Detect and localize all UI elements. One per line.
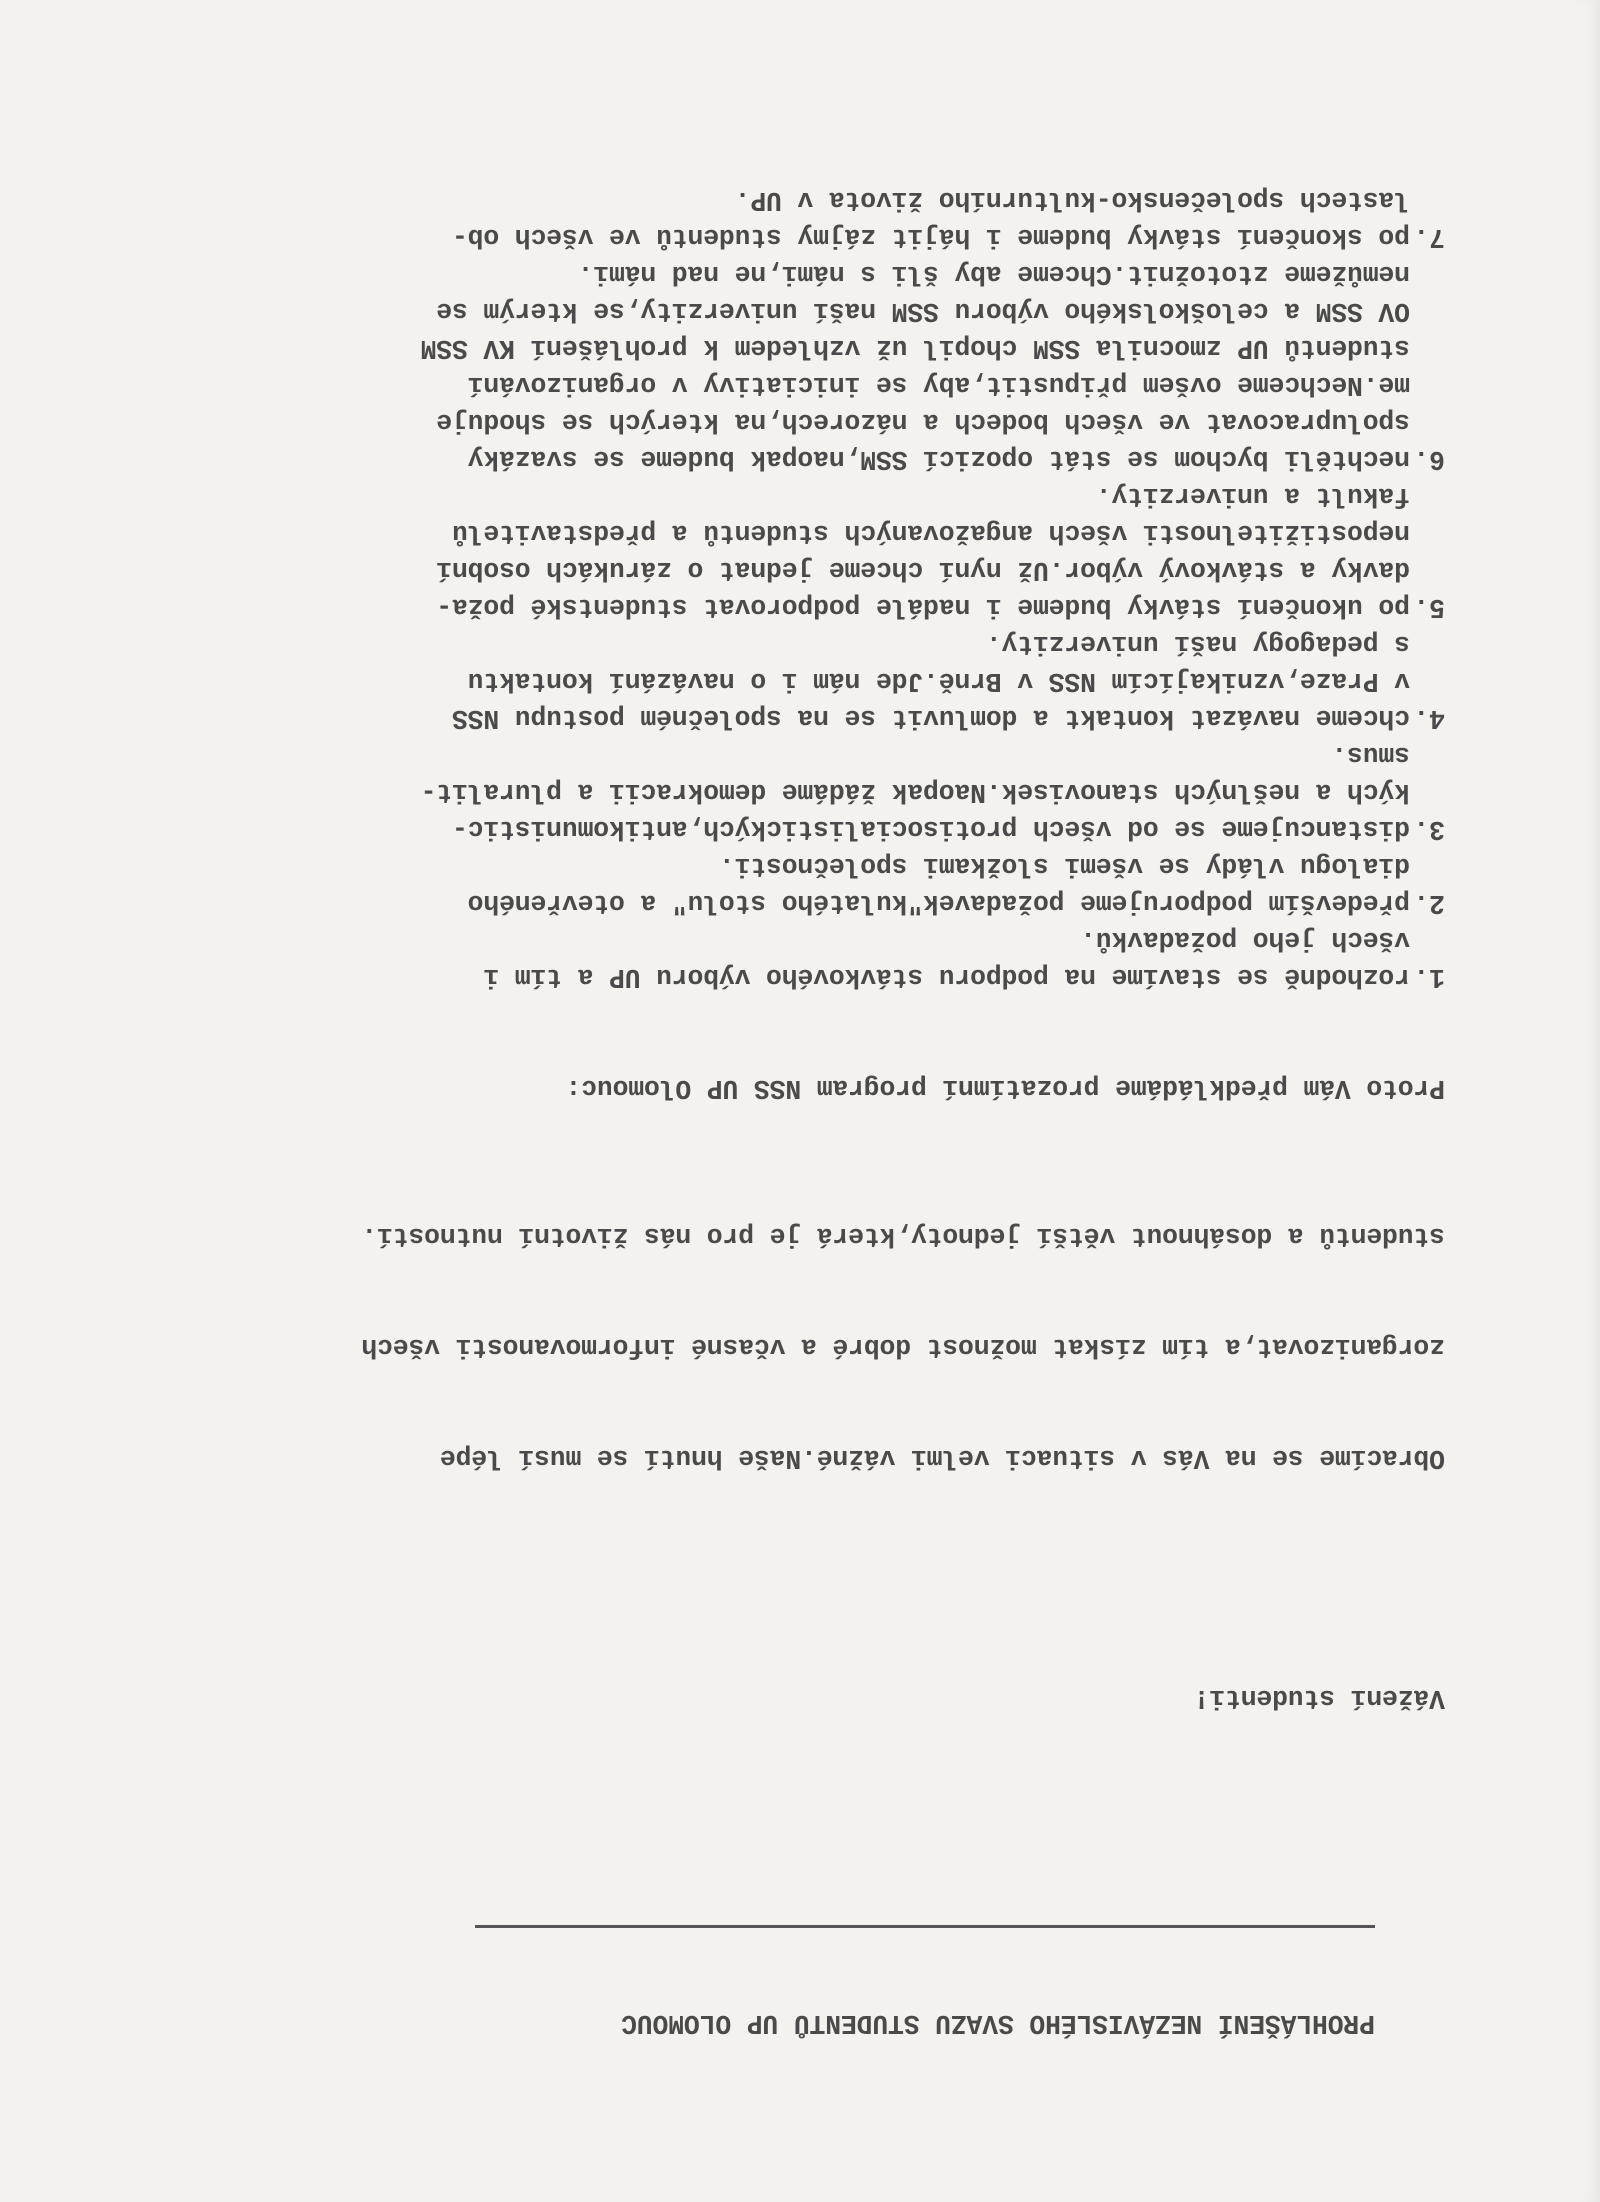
program-item-number: 3. <box>1413 814 1445 844</box>
program-item-line <box>125 329 1445 366</box>
program-item-line <box>125 884 1445 921</box>
program-item-line <box>125 440 1445 477</box>
program-item-number: 4. <box>1413 703 1445 733</box>
program-item-text: nemůžeme ztotožnit.Chceme aby šli s námi,ne nad námi. <box>577 259 1410 289</box>
program-item-text: OV SSM a celoškolského výboru SSM naší univerzity,se kterým se <box>436 296 1410 326</box>
program-item-line <box>125 773 1445 810</box>
program-item-number: 7. <box>1413 222 1445 252</box>
intro-line: studentů a dosáhnout větší jednoty,která je pro nás životní nutností. <box>361 1221 1445 1251</box>
program-item-text: všech jeho požadavků. <box>1080 925 1410 955</box>
program-item-text: nechtěli bychom se stát opozicí SSM,naopak budeme se svazáky <box>467 444 1410 474</box>
program-item-text: především podporujeme požadavek"kulatého stolu" a otevřeného <box>467 888 1410 918</box>
program-item-line <box>125 218 1445 255</box>
program-item-text: kých a nešlných stanovisek.Naopak žádáme demokracii a pluralit- <box>420 777 1410 807</box>
intro-line: Obracíme se na Vás v situaci velmi vážné.Naše hnutí se musí lépe <box>440 1443 1445 1473</box>
program-item-text: v Praze,vznikajícím NSS v Brně.Jde nám i o navázání kontaktu <box>467 666 1410 696</box>
program-item-line <box>125 551 1445 588</box>
document-title: PROHLÁŠENÍ NEZÁVISLÉHO SVAZU STUDENTŮ UP OLOMOUC <box>621 2008 1375 2038</box>
program-item-line <box>125 477 1445 514</box>
title-underline <box>475 1925 1375 1928</box>
program-item-text: davky a stávkový výbor.Už nyní chceme jednat o zárukách osobní <box>436 555 1410 585</box>
program-item-line <box>125 921 1445 958</box>
program-item-text: distancujeme se od všech protisocialistických,antikomunistic- <box>452 814 1410 844</box>
program-item-line <box>125 588 1445 625</box>
program-item-number: 1. <box>1413 962 1445 992</box>
program-item-text: spolupracovat ve všech bodech a názorech,na kterých se shoduje <box>436 407 1410 437</box>
program-item-line <box>125 810 1445 847</box>
program-item-text: nepostižitelnosti všech angažovaných studentů a představitelů <box>452 518 1410 548</box>
program-list <box>125 181 1445 995</box>
program-item-line <box>125 958 1445 995</box>
program-item-line <box>125 736 1445 773</box>
intro-line: zorganizovat,a tím získat možnost dobré a včasné informovanosti všech <box>361 1332 1445 1362</box>
program-item-line <box>125 255 1445 292</box>
program-item-text: chceme navázat kontakt a domluvit se na společném postupu NSS <box>452 703 1410 733</box>
salutation: Vážení studenti! <box>1193 1683 1445 1713</box>
program-item-text: dialogu vlády se všemi složkami společnosti. <box>719 851 1410 881</box>
program-item-number: 2. <box>1413 888 1445 918</box>
program-item-number: 5. <box>1413 592 1445 622</box>
program-item-text: po ukončení stávky budeme i nadále podporovat studentské poža- <box>436 592 1410 622</box>
program-item-line <box>125 292 1445 329</box>
program-item-line <box>125 662 1445 699</box>
program-item-text: po skončení stávky budeme i hájit zájmy studentů ve všech ob- <box>452 222 1410 252</box>
program-item-text: fakult a univerzity. <box>1095 481 1410 511</box>
program-item-text: s pedagogy naší univerzity. <box>986 629 1410 659</box>
typewritten-text <box>125 0 1445 2152</box>
program-item-line <box>125 625 1445 662</box>
program-item-line <box>125 847 1445 884</box>
program-item-text: lastech společensko-kulturního života v UP. <box>734 185 1410 215</box>
program-item-text: me.Nechceme ovšem připustit,aby se iniciativy v organizování <box>467 370 1410 400</box>
program-item-line <box>125 181 1445 218</box>
program-item-number: 6. <box>1413 444 1445 474</box>
program-item-line <box>125 699 1445 736</box>
program-item-line <box>125 403 1445 440</box>
program-item-line <box>125 514 1445 551</box>
program-item-text: smus. <box>1331 740 1410 770</box>
program-intro: Proto Vám předkládáme prozatímní program NSS UP Olomouc: <box>565 1073 1445 1103</box>
program-item-text: rozhodně se stavíme na podporu stávkového výboru UP a tím i <box>483 962 1410 992</box>
program-item-line <box>125 366 1445 403</box>
program-item-text: studentů UP zmocnila SSM chopil už vzhledem k prohlášení KV SSM <box>420 333 1410 363</box>
